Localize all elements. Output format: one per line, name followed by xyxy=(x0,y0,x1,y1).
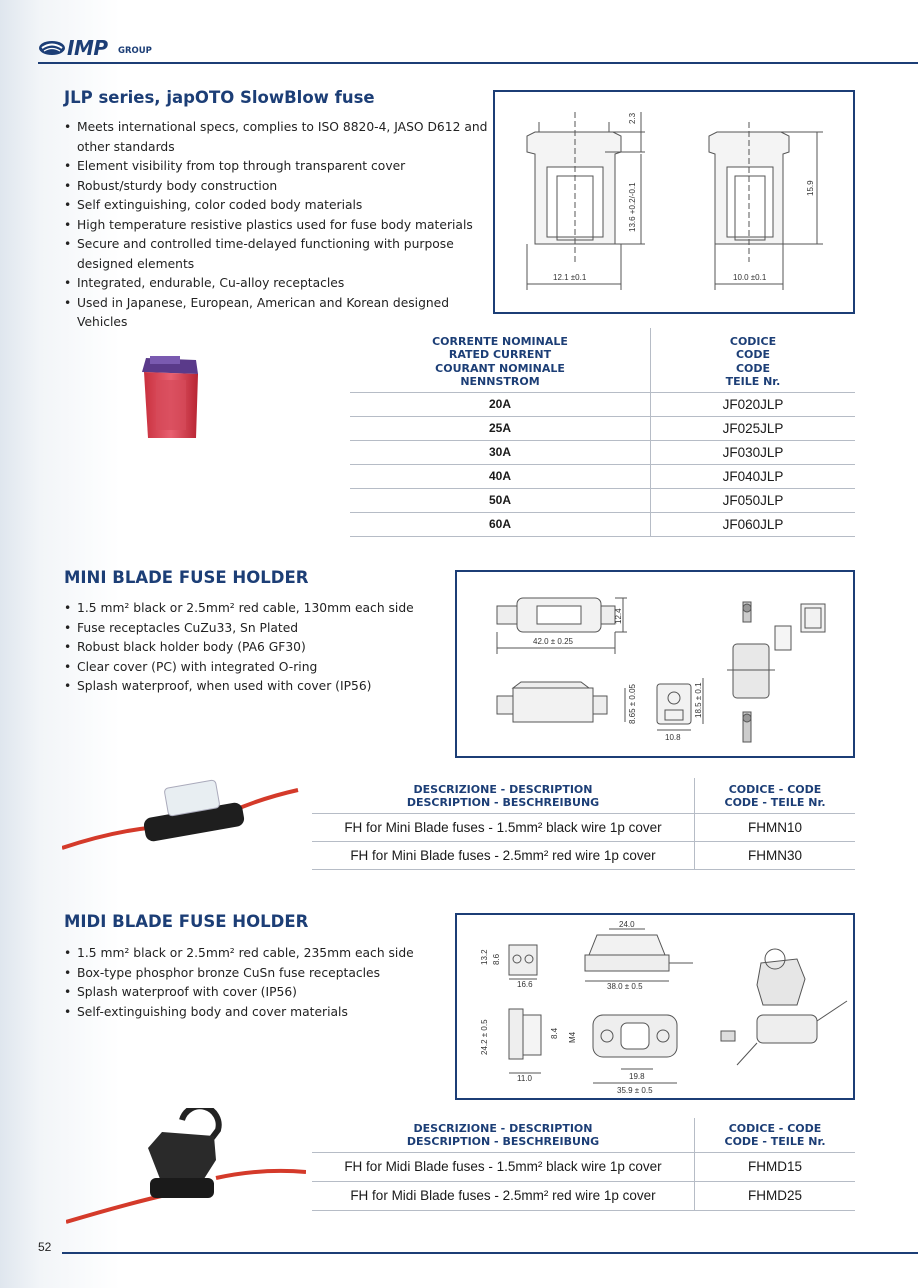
midi-product-table xyxy=(312,1118,855,1211)
feature-item: • High temperature resistive plastics used for fuse body materials xyxy=(64,216,488,236)
table-row xyxy=(350,440,855,464)
header-line: RATED CURRENT xyxy=(448,348,552,361)
dim-9: M4 xyxy=(568,1031,577,1043)
midi-holder-photo xyxy=(66,1108,306,1232)
mini-holder-photo xyxy=(62,768,302,888)
dim-1: 13.2 xyxy=(480,949,489,965)
jlp-fuse-photo xyxy=(136,352,202,442)
col-header-description xyxy=(312,1118,695,1152)
header-line: CODE xyxy=(735,361,771,375)
cell-current: 60A xyxy=(350,512,651,536)
header-line: CODICE - CODE xyxy=(728,782,822,796)
midi-section-title: MIDI BLADE FUSE HOLDER xyxy=(64,912,309,931)
col-header-code xyxy=(695,1118,856,1152)
dim-top: 2.3 xyxy=(628,112,637,124)
cell-current: 25A xyxy=(350,416,651,440)
dim-7: 11.0 xyxy=(517,1074,532,1083)
feature-item: • 1.5 mm² black or 2.5mm² red cable, 130mm each side xyxy=(64,599,444,619)
mini-technical-drawing xyxy=(455,570,855,758)
header-divider xyxy=(38,62,918,64)
midi-feature-list xyxy=(64,944,444,1022)
midi-drawing-svg xyxy=(457,915,853,1098)
logo-text: IMP xyxy=(67,36,108,60)
header-line: DESCRIPTION - BESCHREIBUNG xyxy=(406,1135,600,1148)
table-row xyxy=(350,392,855,416)
logo-group-text: GROUP xyxy=(118,46,152,56)
feature-item: • Box-type phosphor bronze CuSn fuse receptacles xyxy=(64,964,444,984)
feature-item: • Used in Japanese, European, American and Korean designed Vehicles xyxy=(64,294,488,333)
table-row xyxy=(312,1181,855,1210)
mini-feature-list xyxy=(64,599,444,697)
feature-item: • Clear cover (PC) with integrated O-ring xyxy=(64,658,444,678)
header-line: CODE - TEILE Nr. xyxy=(724,796,826,809)
col-header-description xyxy=(312,778,695,813)
header-line: TEILE Nr. xyxy=(725,375,781,388)
cell-code: JF050JLP xyxy=(651,488,856,512)
dim-length: 42.0 ± 0.25 xyxy=(533,637,573,646)
cell-description: FH for Mini Blade fuses - 2.5mm² red wire 1p cover xyxy=(312,841,695,869)
table-row xyxy=(350,512,855,536)
cell-code: JF060JLP xyxy=(651,512,856,536)
header-line: CORRENTE NOMINALE xyxy=(432,334,568,348)
col-header-current xyxy=(350,328,651,392)
jlp-drawing-svg xyxy=(495,92,853,312)
header-line: DESCRIZIONE - DESCRIPTION xyxy=(413,782,593,796)
dim-width-left: 12.1 ±0.1 xyxy=(553,273,587,282)
table-row xyxy=(350,464,855,488)
dim-4: 24.0 xyxy=(619,920,635,929)
dim-height-right: 15.9 xyxy=(806,180,815,196)
cell-code: FHMD25 xyxy=(695,1181,856,1210)
feature-item: • Meets international specs, complies to ISO 8820-4, JASO D612 and other standards xyxy=(64,118,488,157)
feature-item: • Robust/sturdy body construction xyxy=(64,177,488,197)
cell-current: 20A xyxy=(350,392,651,416)
header-line: CODE - TEILE Nr. xyxy=(724,1135,826,1148)
table-row xyxy=(312,813,855,841)
cell-description: FH for Midi Blade fuses - 1.5mm² black wire 1p cover xyxy=(312,1152,695,1181)
header-line: DESCRIPTION - BESCHREIBUNG xyxy=(406,796,600,809)
header-line: CODE xyxy=(735,348,771,361)
cell-current: 50A xyxy=(350,488,651,512)
cell-code: JF040JLP xyxy=(651,464,856,488)
cell-description: FH for Mini Blade fuses - 1.5mm² black wire 1p cover xyxy=(312,813,695,841)
cell-code: FHMD15 xyxy=(695,1152,856,1181)
dim-width: 10.8 xyxy=(665,733,681,742)
header-line: CODICE - CODE xyxy=(728,1121,822,1135)
dim-body: 8.65 ± 0.05 xyxy=(628,684,637,724)
header-line: COURANT NOMINALE xyxy=(435,361,565,375)
table-row xyxy=(350,488,855,512)
logo-swirl-icon xyxy=(38,40,66,56)
cell-code: JF030JLP xyxy=(651,440,856,464)
feature-item: • Fuse receptacles CuZu33, Sn Plated xyxy=(64,619,444,639)
page-number: 52 xyxy=(38,1240,52,1254)
cell-description: FH for Midi Blade fuses - 2.5mm² red wire 1p cover xyxy=(312,1181,695,1210)
jlp-feature-list xyxy=(64,118,488,333)
mini-drawing-svg xyxy=(457,572,853,756)
feature-item: • Integrated, endurable, Cu-alloy receptacles xyxy=(64,274,488,294)
dim-width-right: 10.0 ±0.1 xyxy=(733,273,767,282)
dim-8: 8.4 xyxy=(550,1027,559,1039)
col-header-code xyxy=(651,328,856,392)
dim-5: 38.0 ± 0.5 xyxy=(607,982,643,991)
table-row xyxy=(350,416,855,440)
mini-product-table xyxy=(312,778,855,870)
cell-code: JF020JLP xyxy=(651,392,856,416)
dim-10: 19.8 xyxy=(629,1072,645,1081)
feature-item: • 1.5 mm² black or 2.5mm² red cable, 235mm each side xyxy=(64,944,444,964)
dim-3: 16.6 xyxy=(517,980,533,989)
footer-divider xyxy=(62,1252,918,1254)
header-line: DESCRIZIONE - DESCRIPTION xyxy=(413,1121,593,1135)
table-row xyxy=(312,841,855,869)
dim-11: 35.9 ± 0.5 xyxy=(617,1086,653,1095)
mini-section-title: MINI BLADE FUSE HOLDER xyxy=(64,568,309,587)
dim-2: 8.6 xyxy=(492,953,501,965)
feature-item: • Secure and controlled time-delayed functioning with purpose designed elements xyxy=(64,235,488,274)
cell-current: 30A xyxy=(350,440,651,464)
cell-code: FHMN30 xyxy=(695,841,856,869)
cell-code: FHMN10 xyxy=(695,813,856,841)
feature-item: • Splash waterproof with cover (IP56) xyxy=(64,983,444,1003)
feature-item: • Robust black holder body (PA6 GF30) xyxy=(64,638,444,658)
feature-item: • Self-extinguishing body and cover materials xyxy=(64,1003,444,1023)
dim-height: 12.4 xyxy=(614,608,623,624)
dim-height: 13.6 +0.2/-0.1 xyxy=(628,182,637,232)
feature-item: • Element visibility from top through transparent cover xyxy=(64,157,488,177)
cell-code: JF025JLP xyxy=(651,416,856,440)
table-row xyxy=(312,1152,855,1181)
jlp-section-title: JLP series, japOTO SlowBlow fuse xyxy=(64,88,375,107)
cell-current: 40A xyxy=(350,464,651,488)
jlp-technical-drawing xyxy=(493,90,855,314)
col-header-code xyxy=(695,778,856,813)
feature-item: • Self extinguishing, color coded body materials xyxy=(64,196,488,216)
midi-technical-drawing xyxy=(455,913,855,1100)
header-line: CODICE xyxy=(729,334,777,348)
dim-total: 18.5 ± 0.1 xyxy=(694,682,703,718)
jlp-rating-table xyxy=(350,328,855,537)
dim-6: 24.2 ± 0.5 xyxy=(480,1019,489,1055)
header-line: NENNSTROM xyxy=(460,375,540,388)
feature-item: • Splash waterproof, when used with cover (IP56) xyxy=(64,677,444,697)
